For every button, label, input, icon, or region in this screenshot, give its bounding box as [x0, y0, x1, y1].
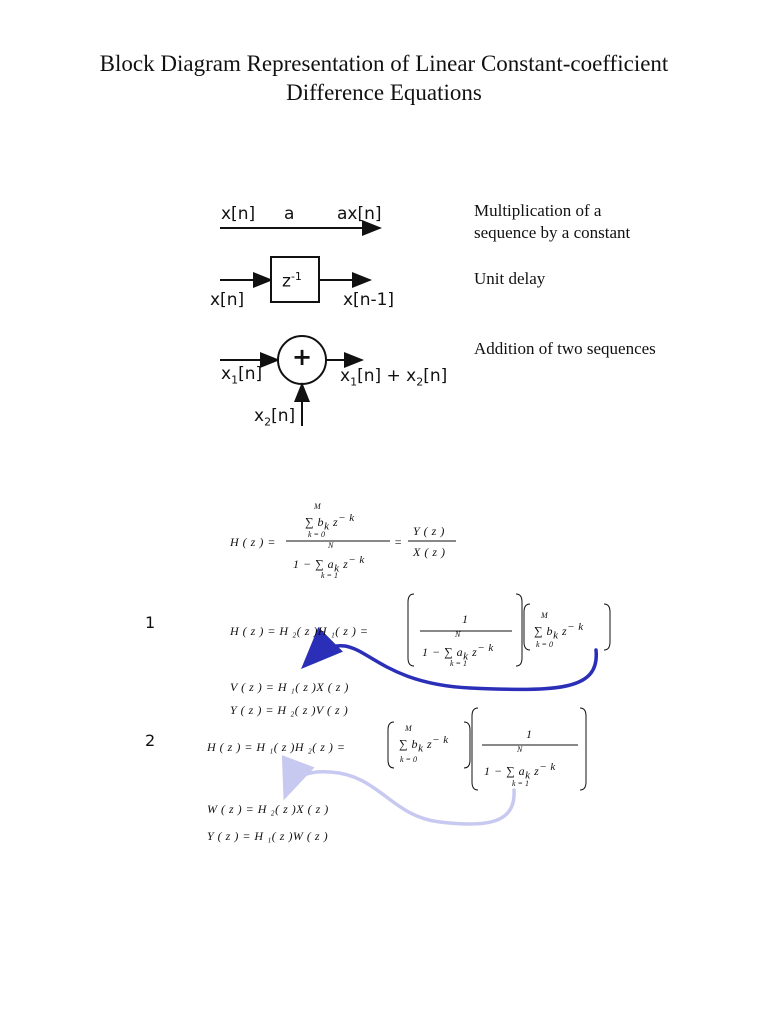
- eq1-den-sum-bottom: k = 1: [450, 659, 467, 668]
- h-numerator: ∑ $b_k$ $z^{- k}$: [305, 512, 355, 533]
- eq2-one: 1: [526, 727, 533, 741]
- eq1-paren-left: [524, 604, 530, 650]
- h-equals: =: [394, 535, 403, 549]
- eq2-w: W ( z ) = H ₂( z )X ( z ): [207, 802, 329, 816]
- realization-label-2: 2: [145, 731, 156, 750]
- multiplier-input-label: x[n]: [221, 204, 256, 224]
- h-den-sum-bottom: k = 1: [321, 571, 338, 580]
- adder-input2-label: $x_2[n]$: [254, 406, 296, 429]
- multiplier-gain-label: a: [284, 204, 295, 224]
- adder-input1-label: $x_1[n]$: [221, 364, 263, 387]
- eq1-den-sum-top: N: [455, 630, 461, 639]
- eq2-y: Y ( z ) = H ₁( z )W ( z ): [207, 829, 329, 843]
- eq2-num-sum-bottom: k = 0: [400, 755, 417, 764]
- delay-output-label: x[n-1]: [343, 290, 395, 310]
- h-lhs: H ( z ) =: [230, 535, 276, 549]
- eq1-denominator: 1 − ∑ $a_k$ $z^{- k}$: [422, 642, 494, 663]
- h-den-sum-top: N: [328, 541, 334, 550]
- eq2-num-sum-top: M: [405, 724, 412, 733]
- adder-output-label: $x_1[n] + x_2[n]$: [340, 366, 448, 389]
- h-num-sum-bottom: k = 0: [308, 530, 325, 539]
- h-num-sum-top: M: [314, 502, 321, 511]
- eq1-num-sum-top: M: [541, 611, 548, 620]
- multiplier-desc-line1: Multiplication of a: [474, 201, 602, 220]
- multiplier-desc-line2: sequence by a constant: [474, 223, 631, 242]
- eq1-lhs: H ( z ) = H ₂( z )H ₁( z ) =: [230, 624, 369, 638]
- eq1-one: 1: [462, 612, 469, 626]
- realization-label-1: 1: [145, 613, 156, 632]
- page-title-line2: Difference Equations: [286, 80, 482, 105]
- eq1-num-sum-bottom: k = 0: [536, 640, 553, 649]
- adder-plus-symbol: +: [292, 343, 313, 371]
- h-denominator: 1 − ∑ $a_k$ $z^{- k}$: [293, 554, 365, 575]
- eq2-bracket-left: [472, 708, 478, 790]
- h-yz: Y ( z ): [413, 524, 445, 538]
- page-title-line1: Block Diagram Representation of Linear Constant-coefficient: [99, 51, 669, 76]
- eq1-bracket-right: [516, 594, 522, 666]
- eq2-den-sum-bottom: k = 1: [512, 779, 529, 788]
- adder-desc: Addition of two sequences: [474, 339, 656, 358]
- eq1-v: V ( z ) = H ₁( z )X ( z ): [230, 680, 349, 694]
- delay-desc: Unit delay: [474, 269, 546, 288]
- eq1-paren-right: [604, 604, 610, 650]
- delay-input-label: x[n]: [210, 290, 245, 310]
- eq1-y: Y ( z ) = H ₂( z )V ( z ): [230, 703, 349, 717]
- eq2-numerator: ∑ $b_k$ $z^{- k}$: [399, 734, 449, 755]
- h-xz: X ( z ): [413, 545, 446, 559]
- eq2-lhs: H ( z ) = H ₁( z )H ₂( z ) =: [207, 740, 346, 754]
- eq2-den-sum-top: N: [517, 745, 523, 754]
- eq1-bracket-left: [408, 594, 414, 666]
- eq2-paren-right: [464, 722, 470, 768]
- eq1-numerator: ∑ $b_k$ $z^{- k}$: [534, 621, 584, 642]
- delay-box-label: $z^{-1}$: [282, 270, 302, 292]
- eq2-paren-left: [388, 722, 394, 768]
- eq2-denominator: 1 − ∑ $a_k$ $z^{- k}$: [484, 761, 556, 782]
- multiplier-output-label: ax[n]: [337, 204, 382, 224]
- eq2-bracket-right: [580, 708, 586, 790]
